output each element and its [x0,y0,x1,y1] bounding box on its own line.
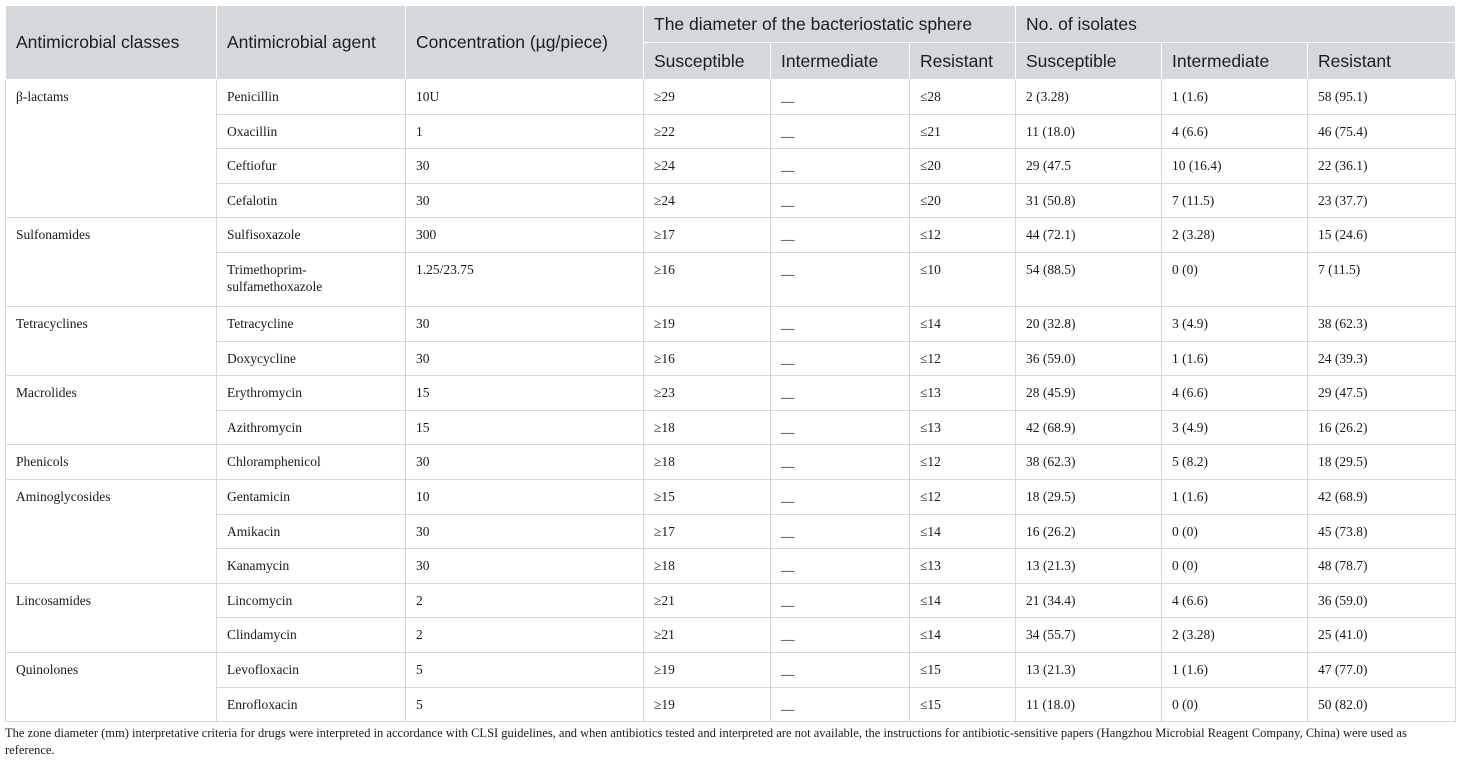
isolates-susceptible-cell: 54 (88.5) [1016,252,1162,306]
isolates-susceptible-cell: 44 (72.1) [1016,218,1162,253]
class-cell: Aminoglycosides [6,479,217,583]
header-isolates-intermediate: Intermediate [1162,43,1308,80]
isolates-intermediate-cell: 0 (0) [1162,549,1308,584]
concentration-cell: 5 [406,687,644,722]
concentration-cell: 30 [406,149,644,184]
diameter-resistant-cell: ≤12 [910,479,1016,514]
diameter-resistant-cell: ≤14 [910,583,1016,618]
class-cell: Sulfonamides [6,218,217,307]
table-row [6,479,1456,514]
antimicrobial-table [5,5,1456,722]
diameter-resistant-cell: ≤20 [910,149,1016,184]
header-class: Antimicrobial classes [6,6,217,80]
agent-cell: Azithromycin [217,410,406,445]
class-cell: Macrolides [6,376,217,445]
class-cell: β-lactams [6,80,217,218]
agent-cell: Gentamicin [217,479,406,514]
diameter-resistant-cell: ≤14 [910,306,1016,341]
diameter-susceptible-cell: ≥19 [644,687,771,722]
concentration-cell: 2 [406,583,644,618]
isolates-susceptible-cell: 16 (26.2) [1016,514,1162,549]
isolates-resistant-cell: 18 (29.5) [1308,445,1456,480]
isolates-resistant-cell: 42 (68.9) [1308,479,1456,514]
concentration-cell: 30 [406,341,644,376]
agent-cell: Penicillin [217,80,406,115]
isolates-susceptible-cell: 42 (68.9) [1016,410,1162,445]
agent-cell: Trimethoprim-sulfamethoxazole [217,252,406,306]
diameter-intermediate-cell: __ [771,583,910,618]
diameter-intermediate-cell: __ [771,514,910,549]
table-row [6,306,1456,341]
isolates-resistant-cell: 45 (73.8) [1308,514,1456,549]
concentration-cell: 15 [406,376,644,411]
isolates-susceptible-cell: 21 (34.4) [1016,583,1162,618]
header-concentration: Concentration (µg/piece) [406,6,644,80]
table-row [6,687,1456,722]
header-isolates-susceptible: Susceptible [1016,43,1162,80]
concentration-cell: 30 [406,549,644,584]
table-container [5,5,1455,758]
isolates-intermediate-cell: 1 (1.6) [1162,341,1308,376]
diameter-resistant-cell: ≤15 [910,652,1016,687]
table-body [6,80,1456,722]
isolates-resistant-cell: 47 (77.0) [1308,652,1456,687]
concentration-cell: 30 [406,514,644,549]
agent-cell: Oxacillin [217,114,406,149]
diameter-susceptible-cell: ≥16 [644,252,771,306]
diameter-susceptible-cell: ≥24 [644,149,771,184]
isolates-intermediate-cell: 10 (16.4) [1162,149,1308,184]
table-footnote: The zone diameter (mm) interpretative criteria for drugs were interpreted in accordance with CLSI guidelines, and when antibiotics tested and interpreted are not available, the instructions for antibiotic-sensitive papers (Hangzhou Microbial Reagent Company, China) were used as reference. [5,726,1407,757]
agent-cell: Enrofloxacin [217,687,406,722]
table-row [6,583,1456,618]
header-diameter-susceptible: Susceptible [644,43,771,80]
isolates-susceptible-cell: 29 (47.5 [1016,149,1162,184]
table-header [6,6,1456,80]
diameter-resistant-cell: ≤12 [910,341,1016,376]
header-diameter-intermediate: Intermediate [771,43,910,80]
class-cell: Phenicols [6,445,217,480]
diameter-intermediate-cell: __ [771,306,910,341]
isolates-susceptible-cell: 31 (50.8) [1016,183,1162,218]
diameter-susceptible-cell: ≥21 [644,618,771,653]
isolates-intermediate-cell: 4 (6.6) [1162,583,1308,618]
isolates-intermediate-cell: 3 (4.9) [1162,410,1308,445]
concentration-cell: 30 [406,183,644,218]
isolates-susceptible-cell: 11 (18.0) [1016,687,1162,722]
isolates-intermediate-cell: 1 (1.6) [1162,80,1308,115]
isolates-susceptible-cell: 13 (21.3) [1016,652,1162,687]
isolates-susceptible-cell: 38 (62.3) [1016,445,1162,480]
isolates-resistant-cell: 7 (11.5) [1308,252,1456,306]
table-row [6,341,1456,376]
isolates-resistant-cell: 22 (36.1) [1308,149,1456,184]
diameter-resistant-cell: ≤14 [910,618,1016,653]
diameter-intermediate-cell: __ [771,183,910,218]
isolates-resistant-cell: 15 (24.6) [1308,218,1456,253]
diameter-intermediate-cell: __ [771,252,910,306]
diameter-intermediate-cell: __ [771,410,910,445]
isolates-intermediate-cell: 1 (1.6) [1162,652,1308,687]
agent-cell: Amikacin [217,514,406,549]
isolates-susceptible-cell: 28 (45.9) [1016,376,1162,411]
diameter-intermediate-cell: __ [771,149,910,184]
diameter-intermediate-cell: __ [771,218,910,253]
table-row [6,218,1456,253]
diameter-resistant-cell: ≤15 [910,687,1016,722]
table-row [6,652,1456,687]
header-agent: Antimicrobial agent [217,6,406,80]
isolates-intermediate-cell: 4 (6.6) [1162,376,1308,411]
isolates-intermediate-cell: 7 (11.5) [1162,183,1308,218]
diameter-intermediate-cell: __ [771,652,910,687]
isolates-intermediate-cell: 2 (3.28) [1162,218,1308,253]
concentration-cell: 10 [406,479,644,514]
isolates-intermediate-cell: 1 (1.6) [1162,479,1308,514]
isolates-resistant-cell: 48 (78.7) [1308,549,1456,584]
diameter-intermediate-cell: __ [771,445,910,480]
isolates-susceptible-cell: 2 (3.28) [1016,80,1162,115]
diameter-susceptible-cell: ≥18 [644,549,771,584]
isolates-susceptible-cell: 36 (59.0) [1016,341,1162,376]
concentration-cell: 1 [406,114,644,149]
diameter-intermediate-cell: __ [771,341,910,376]
diameter-susceptible-cell: ≥21 [644,583,771,618]
isolates-intermediate-cell: 5 (8.2) [1162,445,1308,480]
isolates-susceptible-cell: 11 (18.0) [1016,114,1162,149]
diameter-resistant-cell: ≤12 [910,218,1016,253]
diameter-intermediate-cell: __ [771,549,910,584]
diameter-susceptible-cell: ≥22 [644,114,771,149]
agent-cell: Tetracycline [217,306,406,341]
diameter-intermediate-cell: __ [771,687,910,722]
isolates-resistant-cell: 25 (41.0) [1308,618,1456,653]
isolates-intermediate-cell: 4 (6.6) [1162,114,1308,149]
isolates-resistant-cell: 23 (37.7) [1308,183,1456,218]
header-isolates-resistant: Resistant [1308,43,1456,80]
isolates-resistant-cell: 46 (75.4) [1308,114,1456,149]
diameter-intermediate-cell: __ [771,376,910,411]
diameter-susceptible-cell: ≥24 [644,183,771,218]
agent-cell: Levofloxacin [217,652,406,687]
class-cell: Tetracyclines [6,306,217,375]
concentration-cell: 30 [406,445,644,480]
agent-cell: Cefalotin [217,183,406,218]
agent-cell: Erythromycin [217,376,406,411]
diameter-susceptible-cell: ≥18 [644,445,771,480]
diameter-susceptible-cell: ≥17 [644,514,771,549]
table-row [6,514,1456,549]
diameter-resistant-cell: ≤14 [910,514,1016,549]
diameter-susceptible-cell: ≥15 [644,479,771,514]
class-cell: Quinolones [6,652,217,721]
diameter-resistant-cell: ≤13 [910,549,1016,584]
diameter-resistant-cell: ≤28 [910,80,1016,115]
diameter-intermediate-cell: __ [771,479,910,514]
isolates-intermediate-cell: 3 (4.9) [1162,306,1308,341]
isolates-resistant-cell: 50 (82.0) [1308,687,1456,722]
isolates-intermediate-cell: 2 (3.28) [1162,618,1308,653]
diameter-susceptible-cell: ≥19 [644,306,771,341]
isolates-resistant-cell: 36 (59.0) [1308,583,1456,618]
concentration-cell: 10U [406,80,644,115]
agent-cell: Kanamycin [217,549,406,584]
diameter-susceptible-cell: ≥16 [644,341,771,376]
table-row [6,618,1456,653]
table-row [6,80,1456,115]
isolates-susceptible-cell: 18 (29.5) [1016,479,1162,514]
diameter-intermediate-cell: __ [771,114,910,149]
table-row [6,114,1456,149]
table-row [6,252,1456,306]
isolates-resistant-cell: 29 (47.5) [1308,376,1456,411]
agent-cell: Doxycycline [217,341,406,376]
header-isolates-group: No. of isolates [1016,6,1456,43]
diameter-susceptible-cell: ≥19 [644,652,771,687]
isolates-resistant-cell: 58 (95.1) [1308,80,1456,115]
header-diameter-group: The diameter of the bacteriostatic sphere [644,6,1016,43]
isolates-intermediate-cell: 0 (0) [1162,252,1308,306]
agent-cell: Chloramphenicol [217,445,406,480]
table-row [6,149,1456,184]
diameter-resistant-cell: ≤21 [910,114,1016,149]
diameter-intermediate-cell: __ [771,80,910,115]
isolates-intermediate-cell: 0 (0) [1162,687,1308,722]
table-row [6,410,1456,445]
diameter-susceptible-cell: ≥29 [644,80,771,115]
concentration-cell: 15 [406,410,644,445]
diameter-resistant-cell: ≤13 [910,410,1016,445]
class-cell: Lincosamides [6,583,217,652]
isolates-intermediate-cell: 0 (0) [1162,514,1308,549]
diameter-resistant-cell: ≤10 [910,252,1016,306]
table-row [6,376,1456,411]
isolates-resistant-cell: 16 (26.2) [1308,410,1456,445]
diameter-resistant-cell: ≤13 [910,376,1016,411]
isolates-susceptible-cell: 20 (32.8) [1016,306,1162,341]
diameter-susceptible-cell: ≥17 [644,218,771,253]
diameter-resistant-cell: ≤12 [910,445,1016,480]
agent-cell: Ceftiofur [217,149,406,184]
table-row [6,549,1456,584]
diameter-susceptible-cell: ≥23 [644,376,771,411]
concentration-cell: 30 [406,306,644,341]
isolates-susceptible-cell: 34 (55.7) [1016,618,1162,653]
isolates-resistant-cell: 24 (39.3) [1308,341,1456,376]
header-diameter-resistant: Resistant [910,43,1016,80]
agent-cell: Sulfisoxazole [217,218,406,253]
diameter-susceptible-cell: ≥18 [644,410,771,445]
agent-cell: Lincomycin [217,583,406,618]
table-row [6,183,1456,218]
concentration-cell: 5 [406,652,644,687]
isolates-resistant-cell: 38 (62.3) [1308,306,1456,341]
concentration-cell: 300 [406,218,644,253]
concentration-cell: 2 [406,618,644,653]
isolates-susceptible-cell: 13 (21.3) [1016,549,1162,584]
table-row [6,445,1456,480]
diameter-intermediate-cell: __ [771,618,910,653]
agent-cell: Clindamycin [217,618,406,653]
concentration-cell: 1.25/23.75 [406,252,644,306]
diameter-resistant-cell: ≤20 [910,183,1016,218]
